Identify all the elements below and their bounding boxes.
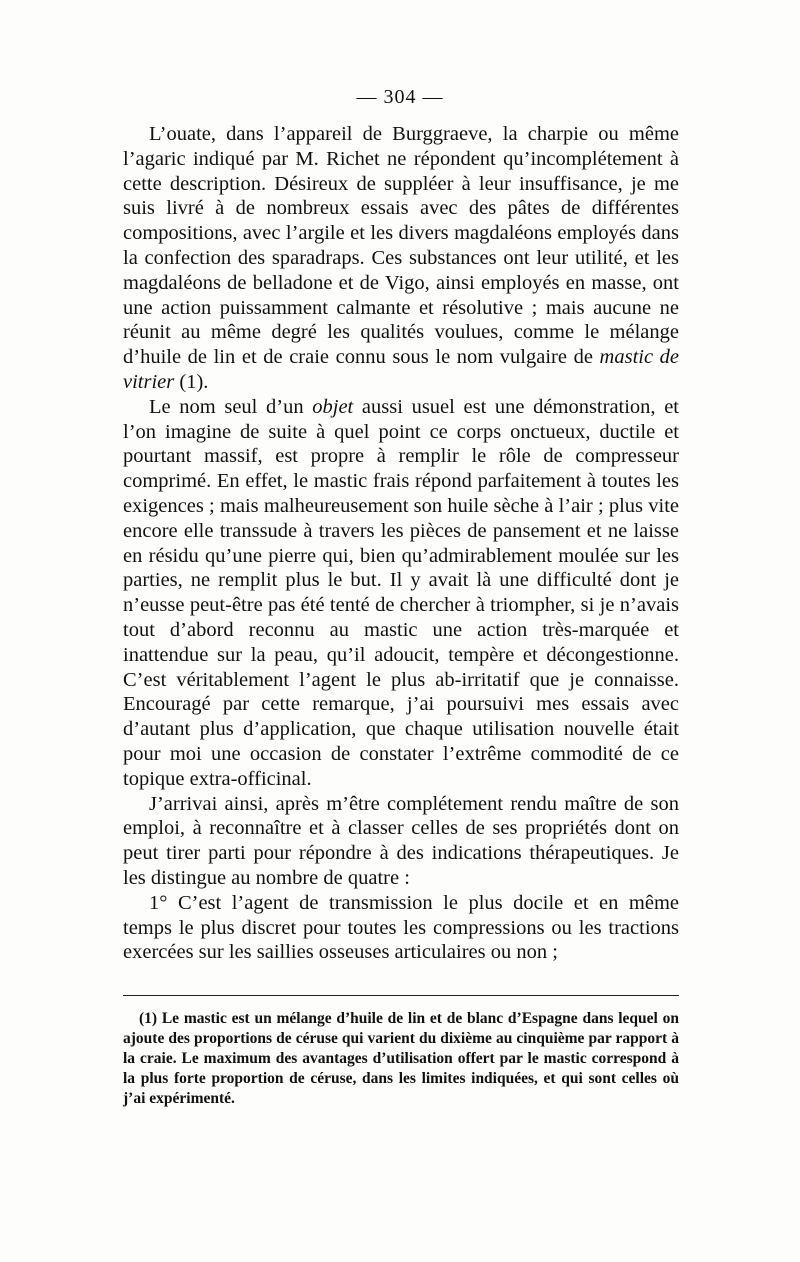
paragraph-1	[123, 122, 679, 395]
page-number: — 304 —	[356, 86, 444, 108]
paragraph-2-italic: objet	[312, 395, 354, 418]
main-text	[123, 122, 679, 965]
paragraph-1-italic: mastic de vitrier	[123, 346, 680, 393]
paragraph-3: J’arrivai ainsi, après m’être complétement rendu maître de son emploi, à reconnaître et à classer celles de ses propriétés dont on peut tirer parti pour répondre à des indications thérapeutiques. Je les distingue au nombre de quatre :	[123, 792, 679, 889]
paragraph-1-footnote-ref: (1).	[179, 370, 209, 393]
footnote-1: (1) Le mastic est un mélange d’huile de lin et de blanc d’Espagne dans lequel on ajoute des proportions de céruse qui varient du dixième au cinquième par rapport à la craie. Le maximum des avantages d’utilisation offert par le mastic correspond à la plus forte proportion de céruse, dans les limites indiquées, et qui sont celles où j’ai expérimenté.	[123, 1010, 679, 1107]
footnote-divider	[123, 995, 679, 996]
paragraph-2-text-end: aussi usuel est une démonstration, et l’on imagine de suite à quel point ce corps onctueux, ductile et pourtant massif, est propre à remplir le rôle de compresseur comprimé. En effet, le mastic frais répond parfaitement à toutes les exigences ; mais malheureusement son huile sèche à l’air ; plus vite encore elle transsude à travers les pièces de pansement et ne laisse en résidu qu’une pierre qui, bien qu’admirablement moulée sur les parties, ne remplit plus le but. Il y avait là une difficulté dont je n’eusse peut-être pas été tenté de chercher à triompher, si je n’avais tout d’abord reconnu au mastic une action très-marquée et inattendue sur la peau, qu’il adoucit, tempère et décongestionne. C’est véritablement l’agent le plus ab-irritatif que je connaisse. Encouragé par cette remarque, j’ai poursuivi mes essais avec d’autant plus d’application, que chaque utilisation nouvelle était pour moi une occasion de constater l’extrême commodité de ce topique extra-officinal.	[123, 395, 680, 790]
paragraph-4: 1° C’est l’agent de transmission le plus docile et en même temps le plus discret pour toutes les compressions ou les tractions exercées sur les saillies osseuses articulaires ou non ;	[123, 891, 679, 964]
paragraph-2-text-start: Le nom seul d’un	[149, 395, 304, 418]
paragraph-1-text: L’ouate, dans l’appareil de Burggraeve, la charpie ou même l’agaric indiqué par M. Richet ne répondent qu’incomplétement à cette description. Désireux de suppléer à leur insuffisance, je me suis livré à de nombreux essais avec des pâtes de différentes compositions, avec l’argile et les divers magdaléons employés dans la confection des sparadraps. Ces substances ont leur utilité, et les magdaléons de belladone et de Vigo, ainsi employés en masse, ont une action puissamment calmante et résolutive ; mais aucune ne réunit au même degré les qualités voulues, comme le mélange d’huile de lin et de craie connu sous le nom vulgaire de	[123, 123, 679, 369]
paragraph-2	[123, 395, 679, 792]
footnotes	[123, 1009, 679, 1109]
